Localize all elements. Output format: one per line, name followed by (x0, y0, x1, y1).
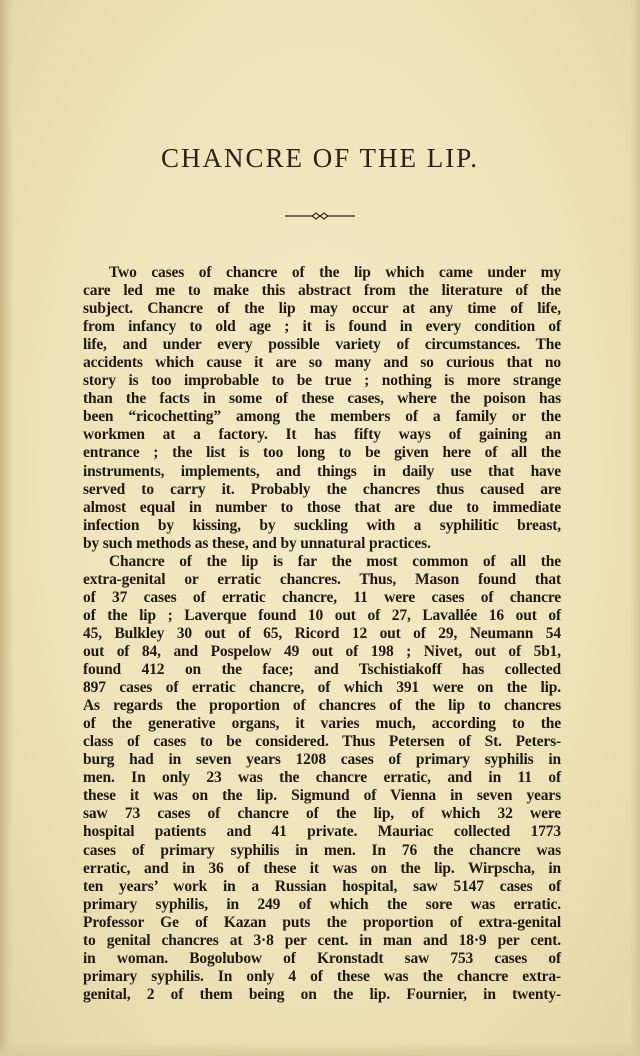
paragraph (83, 553, 561, 1004)
text-line: than the facts in some of these cases, where the poison has (83, 390, 561, 408)
text-line: served to carry it. Probably the chancres thus caused are (83, 480, 561, 498)
text-line: Chancre of the lip is far the most common of all the (109, 552, 561, 570)
text-line: life, and under every possible variety of circumstances. The (83, 336, 561, 354)
text-line: almost equal in number to those that are due to immediate (83, 498, 561, 516)
text-line: been “ricochetting” among the members of a family or the (83, 408, 561, 426)
page-title: CHANCRE OF THE LIP. (160, 143, 480, 173)
text-line: story is too improbable to be true ; nothing is more strange (83, 372, 561, 390)
text-line: of the generative organs, it varies much, according to the (83, 715, 561, 733)
text-line: Professor Ge of Kazan puts the proportion of extra-genital (83, 913, 561, 931)
text-line: instruments, implements, and things in daily use that have (83, 462, 561, 480)
text-line: from infancy to old age ; it is found in every condition of (83, 318, 561, 336)
text-line: class of cases to be considered. Thus Petersen of St. Peters- (83, 733, 561, 751)
text-line: out of 84, and Pospelow 49 out of 198 ; Nivet, out of 5b1, (83, 642, 561, 660)
text-line: entrance ; the list is too long to be given here of all the (83, 444, 561, 462)
text-line: extra-genital or erratic chancres. Thus, Mason found that (83, 570, 561, 588)
text-line: by such methods as these, and by unnatural practices. (83, 534, 431, 552)
text-line: care led me to make this abstract from the literature of the (83, 282, 561, 300)
page-edge-bottom (0, 1042, 640, 1056)
text-line: to genital chancres at 3·8 per cent. in man and 18·9 per cent. (83, 931, 561, 949)
text-line: these it was on the lip. Sigmund of Vienna in seven years (83, 787, 561, 805)
text-line: hospital patients and 41 private. Mauriac collected 1773 (83, 823, 561, 841)
text-line: Two cases of chancre of the lip which came under my (109, 264, 561, 281)
text-line: 45, Bulkley 30 out of 65, Ricord 12 out of 29, Neumann 54 (83, 624, 561, 642)
text-line: saw 73 cases of chancre of the lip, of which 32 were (83, 805, 561, 823)
text-line: of 37 cases of erratic chancre, 11 were cases of chancre (83, 588, 561, 606)
text-line: ten years’ work in a Russian hospital, saw 5147 cases of (83, 877, 561, 895)
text-line: primary syphilis. In only 4 of these was the chancre extra- (83, 967, 561, 985)
text-line: primary syphilis, in 249 of which the sore was erratic. (83, 895, 561, 913)
text-line: workmen at a factory. It has fifty ways of gaining an (83, 426, 561, 444)
text-line: men. In only 23 was the chancre erratic, and in 11 of (83, 769, 561, 787)
text-line: in woman. Bogolubow of Kronstadt saw 753 cases of (83, 949, 561, 967)
text-line: As regards the proportion of chancres of the lip to chancres (83, 697, 561, 715)
text-line: burg had in seven years 1208 cases of primary syphilis in (83, 751, 561, 769)
text-line: erratic, and in 36 of these it was on the lip. Wirpscha, in (83, 859, 561, 877)
paragraph (83, 264, 561, 553)
page-edge-right (630, 0, 640, 1056)
decorative-rule-icon (285, 210, 355, 222)
page-edge-left (0, 0, 14, 1056)
text-line: of the lip ; Laverque found 10 out of 27, Lavallée 16 out of (83, 606, 561, 624)
text-line: subject. Chancre of the lip may occur at any time of life, (83, 300, 561, 318)
text-line: accidents which cause it are so many and so curious that no (83, 354, 561, 372)
text-line: infection by kissing, by suckling with a syphilitic breast, (83, 516, 561, 534)
text-line: 897 cases of erratic chancre, of which 391 were on the lip. (83, 679, 561, 697)
article-body (83, 264, 561, 1004)
text-line: found 412 on the face; and Tschistiakoff has collected (83, 661, 561, 679)
text-line: genital, 2 of them being on the lip. Fournier, in twenty- (83, 985, 561, 1003)
text-line: cases of primary syphilis in men. In 76 the chancre was (83, 841, 561, 859)
